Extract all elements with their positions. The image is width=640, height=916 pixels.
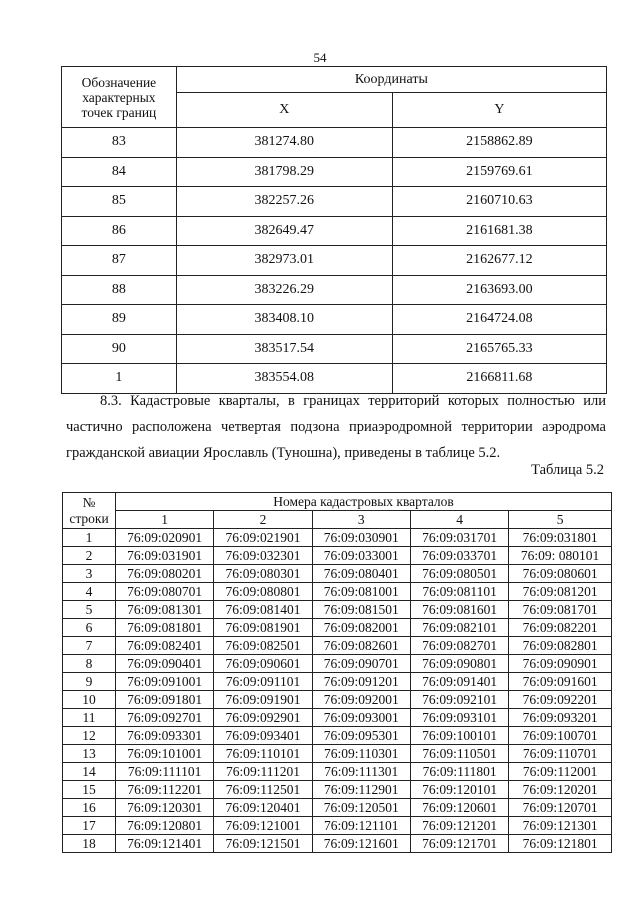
cadastral-number-cell: 76:09:081201 <box>509 583 612 601</box>
table-row <box>62 128 607 158</box>
table-row <box>62 334 607 364</box>
point-id-cell: 88 <box>62 275 177 305</box>
cadastral-number-cell: 76:09:080201 <box>116 565 214 583</box>
cadastral-number-cell: 76:09:082601 <box>312 637 410 655</box>
cadastral-number-cell: 76:09:080501 <box>410 565 508 583</box>
cadastral-number-cell: 76:09:092201 <box>509 691 612 709</box>
cadastral-number-cell: 76:09:111201 <box>214 763 312 781</box>
cadastral-number-cell: 76:09:082101 <box>410 619 508 637</box>
point-id-cell: 87 <box>62 246 177 276</box>
cadastral-number-cell: 76:09:110101 <box>214 745 312 763</box>
cadastral-number-cell: 76:09:121701 <box>410 835 508 853</box>
cadastral-number-cell: 76:09:091101 <box>214 673 312 691</box>
cadastral-number-cell: 76:09:082801 <box>509 637 612 655</box>
cadastral-number-cell: 76:09:081101 <box>410 583 508 601</box>
cadastral-number-cell: 76:09:080401 <box>312 565 410 583</box>
cadastral-number-cell: 76:09:080801 <box>214 583 312 601</box>
cadastral-number-cell: 76:09:081501 <box>312 601 410 619</box>
row-number-cell: 9 <box>63 673 116 691</box>
cadastral-number-cell: 76:09:091001 <box>116 673 214 691</box>
table-row <box>62 275 607 305</box>
cadastral-number-cell: 76:09:082201 <box>509 619 612 637</box>
cadastral-number-cell: 76:09:120301 <box>116 799 214 817</box>
cadastral-number-cell: 76:09:095301 <box>312 727 410 745</box>
cadastral-number-cell: 76:09:081401 <box>214 601 312 619</box>
cadastral-number-cell: 76:09:092901 <box>214 709 312 727</box>
cadastral-number-cell: 76:09:092001 <box>312 691 410 709</box>
table-row <box>63 745 612 763</box>
cadastral-number-cell: 76:09:090701 <box>312 655 410 673</box>
column-number-header: 1 <box>116 511 214 529</box>
row-number-cell: 17 <box>63 817 116 835</box>
row-number-cell: 13 <box>63 745 116 763</box>
cadastral-number-cell: 76:09:093201 <box>509 709 612 727</box>
table-row <box>62 216 607 246</box>
row-number-cell: 5 <box>63 601 116 619</box>
cadastral-number-cell: 76:09:111301 <box>312 763 410 781</box>
cadastral-number-cell: 76:09:080701 <box>116 583 214 601</box>
row-number-cell: 2 <box>63 547 116 565</box>
x-coordinate-cell: 383517.54 <box>176 334 392 364</box>
point-designation-header: Обозначение характерных точек границ <box>62 67 177 128</box>
cadastral-number-cell: 76:09:082001 <box>312 619 410 637</box>
cadastral-number-cell: 76:09:110501 <box>410 745 508 763</box>
y-coordinate-cell: 2163693.00 <box>392 275 606 305</box>
point-id-cell: 85 <box>62 187 177 217</box>
cadastral-number-cell: 76:09:031701 <box>410 529 508 547</box>
cadastral-number-cell: 76:09:120101 <box>410 781 508 799</box>
cadastral-number-cell: 76:09:121401 <box>116 835 214 853</box>
cadastral-number-cell: 76:09:091801 <box>116 691 214 709</box>
cadastral-number-cell: 76:09:093401 <box>214 727 312 745</box>
table-row <box>63 655 612 673</box>
cadastral-number-cell: 76:09:112201 <box>116 781 214 799</box>
x-coordinate-cell: 383226.29 <box>176 275 392 305</box>
table-row <box>63 727 612 745</box>
column-number-header: 2 <box>214 511 312 529</box>
cadastral-number-cell: 76:09:090401 <box>116 655 214 673</box>
y-coordinate-cell: 2161681.38 <box>392 216 606 246</box>
cadastral-number-cell: 76:09:093001 <box>312 709 410 727</box>
coordinates-table <box>61 66 607 394</box>
table-row <box>63 781 612 799</box>
cadastral-number-cell: 76:09: 080101 <box>509 547 612 565</box>
table-row <box>63 709 612 727</box>
x-coordinate-cell: 383554.08 <box>176 364 392 394</box>
row-number-cell: 6 <box>63 619 116 637</box>
column-number-header: 5 <box>509 511 612 529</box>
table-row <box>62 187 607 217</box>
cadastral-number-cell: 76:09:082701 <box>410 637 508 655</box>
table-row <box>63 835 612 853</box>
cadastral-number-cell: 76:09:121501 <box>214 835 312 853</box>
table-row <box>63 673 612 691</box>
table-row <box>62 157 607 187</box>
row-number-header: № строки <box>63 493 116 529</box>
cadastral-number-cell: 76:09:093101 <box>410 709 508 727</box>
cadastral-number-cell: 76:09:021901 <box>214 529 312 547</box>
x-coordinate-cell: 382649.47 <box>176 216 392 246</box>
row-number-cell: 4 <box>63 583 116 601</box>
cadastral-number-cell: 76:09:121801 <box>509 835 612 853</box>
y-coordinate-cell: 2164724.08 <box>392 305 606 335</box>
table-row <box>63 529 612 547</box>
x-coordinate-cell: 382973.01 <box>176 246 392 276</box>
x-coordinate-cell: 382257.26 <box>176 187 392 217</box>
cadastral-number-cell: 76:09:090601 <box>214 655 312 673</box>
cadastral-number-cell: 76:09:101001 <box>116 745 214 763</box>
y-column-header: Y <box>392 93 606 128</box>
cadastral-number-cell: 76:09:091601 <box>509 673 612 691</box>
cadastral-number-cell: 76:09:092101 <box>410 691 508 709</box>
y-coordinate-cell: 2158862.89 <box>392 128 606 158</box>
cadastral-number-cell: 76:09:032301 <box>214 547 312 565</box>
row-number-cell: 18 <box>63 835 116 853</box>
point-id-cell: 1 <box>62 364 177 394</box>
cadastral-number-cell: 76:09:112901 <box>312 781 410 799</box>
column-number-header: 4 <box>410 511 508 529</box>
column-number-header: 3 <box>312 511 410 529</box>
cadastral-number-cell: 76:09:090801 <box>410 655 508 673</box>
cadastral-number-cell: 76:09:033701 <box>410 547 508 565</box>
cadastral-number-cell: 76:09:120801 <box>116 817 214 835</box>
row-number-cell: 3 <box>63 565 116 583</box>
cadastral-number-cell: 76:09:090901 <box>509 655 612 673</box>
cadastral-number-cell: 76:09:093301 <box>116 727 214 745</box>
cadastral-numbers-header: Номера кадастровых кварталов <box>116 493 612 511</box>
row-number-cell: 15 <box>63 781 116 799</box>
table-row <box>63 637 612 655</box>
table-row <box>63 583 612 601</box>
point-id-cell: 83 <box>62 128 177 158</box>
point-id-cell: 90 <box>62 334 177 364</box>
cadastral-number-cell: 76:09:080301 <box>214 565 312 583</box>
cadastral-number-cell: 76:09:100701 <box>509 727 612 745</box>
table-row <box>63 691 612 709</box>
row-number-cell: 11 <box>63 709 116 727</box>
cadastral-number-cell: 76:09:091401 <box>410 673 508 691</box>
table-row <box>62 305 607 335</box>
y-coordinate-cell: 2160710.63 <box>392 187 606 217</box>
cadastral-number-cell: 76:09:121201 <box>410 817 508 835</box>
point-id-cell: 89 <box>62 305 177 335</box>
cadastral-blocks-table <box>62 492 612 853</box>
y-coordinate-cell: 2162677.12 <box>392 246 606 276</box>
table-row <box>63 619 612 637</box>
cadastral-number-cell: 76:09:112501 <box>214 781 312 799</box>
x-coordinate-cell: 383408.10 <box>176 305 392 335</box>
y-coordinate-cell: 2165765.33 <box>392 334 606 364</box>
section-paragraph: 8.3. Кадастровые кварталы, в границах территорий которых полностью или частично расположена четвертая подзона приаэродромной территории аэродрома гражданской авиации Ярославль (Туношна), приведены в таблице 5.2. <box>66 393 606 461</box>
cadastral-number-cell: 76:09:082401 <box>116 637 214 655</box>
cadastral-number-cell: 76:09:112001 <box>509 763 612 781</box>
table-row <box>63 547 612 565</box>
cadastral-number-cell: 76:09:031901 <box>116 547 214 565</box>
table-row <box>63 763 612 781</box>
cadastral-number-cell: 76:09:120501 <box>312 799 410 817</box>
page-number: 54 <box>313 50 327 65</box>
cadastral-number-cell: 76:09:081001 <box>312 583 410 601</box>
cadastral-number-cell: 76:09:081701 <box>509 601 612 619</box>
row-number-cell: 10 <box>63 691 116 709</box>
table-caption: Таблица 5.2 <box>531 462 604 478</box>
point-id-cell: 86 <box>62 216 177 246</box>
cadastral-number-cell: 76:09:081601 <box>410 601 508 619</box>
cadastral-number-cell: 76:09:120601 <box>410 799 508 817</box>
row-number-cell: 1 <box>63 529 116 547</box>
cadastral-number-cell: 76:09:121001 <box>214 817 312 835</box>
table-row <box>63 817 612 835</box>
cadastral-number-cell: 76:09:120201 <box>509 781 612 799</box>
cadastral-number-cell: 76:09:081901 <box>214 619 312 637</box>
x-coordinate-cell: 381274.80 <box>176 128 392 158</box>
table-row <box>62 246 607 276</box>
coordinates-header: Координаты <box>176 67 606 93</box>
cadastral-number-cell: 76:09:080601 <box>509 565 612 583</box>
cadastral-number-cell: 76:09:092701 <box>116 709 214 727</box>
cadastral-number-cell: 76:09:121301 <box>509 817 612 835</box>
cadastral-number-cell: 76:09:082501 <box>214 637 312 655</box>
cadastral-number-cell: 76:09:110301 <box>312 745 410 763</box>
cadastral-number-cell: 76:09:031801 <box>509 529 612 547</box>
cadastral-number-cell: 76:09:030901 <box>312 529 410 547</box>
cadastral-number-cell: 76:09:033001 <box>312 547 410 565</box>
cadastral-number-cell: 76:09:121601 <box>312 835 410 853</box>
y-coordinate-cell: 2159769.61 <box>392 157 606 187</box>
cadastral-number-cell: 76:09:120401 <box>214 799 312 817</box>
y-coordinate-cell: 2166811.68 <box>392 364 606 394</box>
cadastral-number-cell: 76:09:091901 <box>214 691 312 709</box>
cadastral-number-cell: 76:09:100101 <box>410 727 508 745</box>
table-row <box>63 799 612 817</box>
x-column-header: X <box>176 93 392 128</box>
cadastral-number-cell: 76:09:110701 <box>509 745 612 763</box>
table-row <box>63 601 612 619</box>
cadastral-number-cell: 76:09:081801 <box>116 619 214 637</box>
cadastral-number-cell: 76:09:020901 <box>116 529 214 547</box>
row-number-cell: 7 <box>63 637 116 655</box>
row-number-cell: 16 <box>63 799 116 817</box>
row-number-cell: 8 <box>63 655 116 673</box>
cadastral-number-cell: 76:09:081301 <box>116 601 214 619</box>
cadastral-number-cell: 76:09:111101 <box>116 763 214 781</box>
point-id-cell: 84 <box>62 157 177 187</box>
cadastral-number-cell: 76:09:091201 <box>312 673 410 691</box>
cadastral-number-cell: 76:09:121101 <box>312 817 410 835</box>
row-number-cell: 12 <box>63 727 116 745</box>
x-coordinate-cell: 381798.29 <box>176 157 392 187</box>
table-row <box>63 565 612 583</box>
row-number-cell: 14 <box>63 763 116 781</box>
cadastral-number-cell: 76:09:120701 <box>509 799 612 817</box>
cadastral-number-cell: 76:09:111801 <box>410 763 508 781</box>
